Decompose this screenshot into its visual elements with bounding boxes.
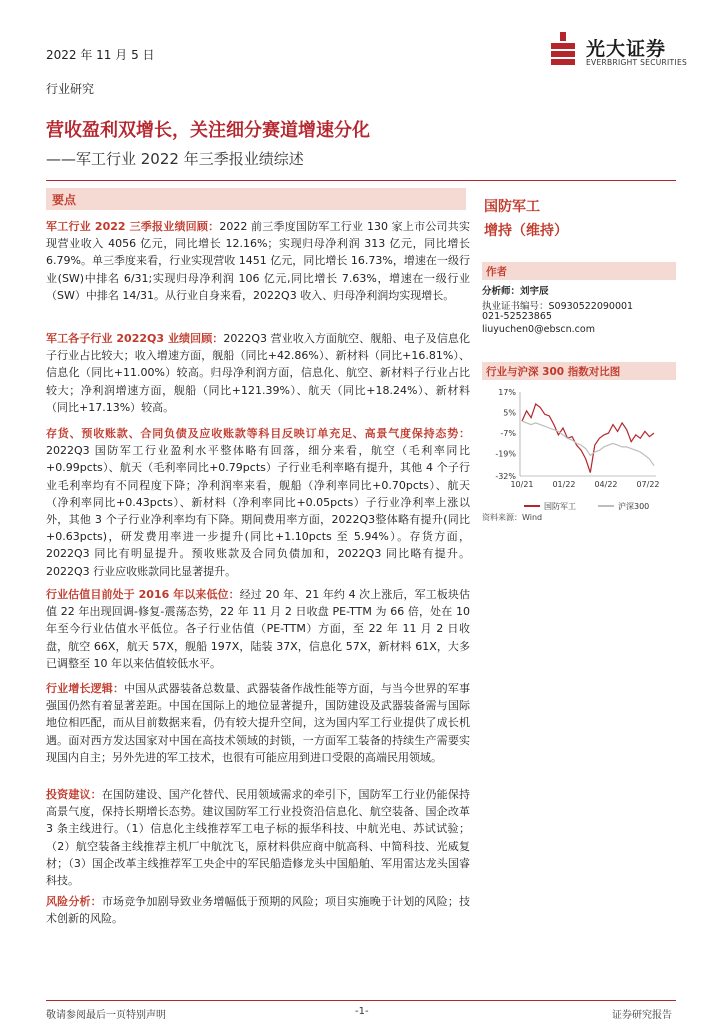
industry-name: 国防军工	[484, 199, 540, 215]
brand-logo	[546, 30, 716, 74]
y-tick-label: -7%	[500, 429, 516, 439]
series-line-hs300	[522, 421, 654, 466]
brand-mark-icon	[546, 30, 582, 70]
analyst-name: 分析师：刘宇辰	[482, 286, 549, 297]
paragraph-3	[46, 425, 470, 580]
x-tick-label: 01/22	[552, 480, 576, 489]
paragraph-text: 2022 前三季度国防军工行业 130 家上市公司共实现营业收入 4056 亿元，同比增长 12.16%；实现归母净利润 313 亿元，同比增长 6.79%。单三季度来看，行业实现营收 1451 亿元，同比增长 16.73%，增速在一级行业(SW)中排名 6/31;实现归母净利润 106 亿元,同比增长 7.63%，增速在一级行业（SW）中排名 14/31。从行业自身来看，2022Q3 收入、归母净利润均实现增长。	[46, 220, 470, 302]
analyst-license: 执业证书编号：S0930522090001	[482, 301, 634, 312]
report-title: 营收盈利双增长，关注细分赛道增速分化	[46, 120, 370, 141]
chart-source: 资料来源：Wind	[482, 513, 543, 522]
x-tick-label: 04/22	[594, 480, 618, 489]
keypoints-header	[46, 188, 466, 210]
analyst-phone: 021-52523865	[482, 311, 552, 322]
paragraph-6	[46, 786, 470, 889]
paragraph-2	[46, 330, 470, 416]
chart-canvas	[480, 384, 676, 526]
author-header	[482, 262, 676, 280]
paragraph-5	[46, 680, 470, 766]
paragraph-lead: 军工各子行业 2022Q3 业绩回顾：	[46, 332, 224, 345]
paragraph-lead: 行业增长逻辑：	[46, 682, 125, 695]
author-label: 作者	[486, 266, 507, 278]
paragraph-text: 经过 20 年、21 年约 4 次上涨后，军工板块估值 22 年出现回调-修复-震荡态势，22 年 11 月 2 日收盘 PE-TTM 为 66 倍，处在 10 年至今行业估值水平低位。各子行业估值（PE-TTM）方面，至 22 年 11 月 2 日收盘，航空 66X，航天 57X，舰船 197X，陆装 37X，信息化 57X，新材料 61X，大多已调整至 10 年以来估值较低水平。	[46, 588, 470, 670]
page-number: -1-	[355, 1006, 369, 1017]
paragraph-4	[46, 586, 470, 672]
paragraph-lead: 行业估值目前处于 2016 年以来低位：	[46, 588, 240, 601]
footer-disclaimer: 敬请参阅最后一页特别声明	[46, 1010, 166, 1021]
paragraph-lead: 投资建议：	[46, 788, 102, 801]
y-tick-label: 17%	[498, 388, 516, 397]
paragraph-text: 市场竞争加剧导致业务增幅低于预期的风险；项目实施晚于计划的风险；技术创新的风险。	[46, 895, 470, 926]
paragraph-lead: 风险分析：	[46, 895, 102, 908]
footer-doc-type: 证券研究报告	[612, 1010, 672, 1021]
report-subtitle: ——军工行业 2022 年三季报业绩综述	[46, 150, 304, 168]
keypoints-label: 要点	[52, 193, 77, 207]
report-type: 行业研究	[46, 82, 95, 96]
paragraph-lead: 存货、预收账款、合同负债及应收账款等科目反映订单充足、高景气度保持态势：	[46, 427, 470, 440]
title-divider	[46, 180, 676, 181]
paragraph-text: 2022Q3 营业收入方面航空、舰船、电子及信息化子行业占比较大；收入增速方面，舰船（同比+42.86%）、新材料（同比+16.81%）、信息化（同比+11.00%）较高。归母净利润方面，信息化、航空、新材料子行业占比较大；净利润增速方面，舰船（同比+121.39%）、航天（同比+18.24%）、新材料（同比+17.13%）较高。	[46, 332, 470, 414]
paragraph-text: 2022Q3 国防军工行业盈利水平整体略有回落，细分来看，航空（毛利率同比+0.99pcts）、航天（毛利率同比+0.79pcts）子行业毛利率略有提升，其他 4 个子行业毛利率均有不同程度下降；净利润率来看，舰船（净利率同比+0.70pcts）、航天（净利率同比+0.43pcts）、新材料（净利率同比+0.05pcts）子行业净利率上涨以外，其他 3 个子行业净利率均有下降。期间费用率方面，2022Q3整体略有提升(同比+0.63pcts)，研发费用率进一步提升(同比+1.10pcts 至 5.94%）。存货方面，2022Q3 同比有明显提升。预收账款及合同负债加和，2022Q3 同比略有提升。2022Q3 行业应收账款同比显著提升。	[46, 444, 470, 578]
chart-header	[482, 362, 676, 380]
paragraph-lead: 军工行业 2022 三季报业绩回顾：	[46, 220, 220, 233]
y-tick-label: 5%	[503, 408, 516, 418]
legend-label: 沪深300	[618, 502, 650, 511]
report-date: 2022 年 11 月 5 日	[46, 48, 155, 62]
footer-divider	[46, 1000, 676, 1001]
paragraph-1	[46, 218, 470, 304]
industry-rating: 增持（维持）	[484, 223, 568, 239]
legend-label: 国防军工	[544, 502, 576, 511]
paragraph-7	[46, 893, 470, 927]
brand-name: 光大证券	[586, 38, 667, 60]
y-tick-label: -19%	[495, 449, 516, 459]
comparison-chart	[480, 384, 676, 526]
paragraph-text: 中国从武器装备总数量、武器装备作战性能等方面，与当今世界的军事强国仍然有着显著差距。中国在国际上的地位显著提升，国防建设及武器装备需与国际地位相匹配，而从目前数据来看，仍有较大提升空间，这为国内军工行业提供了成长机遇。面对西方发达国家对中国在高技术领域的封锁，一方面军工装备的持续生产需要实现国内自主；另外先进的军工技术，也很有可能应用到进口受限的高端民用领域。	[46, 682, 471, 764]
paragraph-text: 在国防建设、国产化替代、民用领域需求的牵引下，国防军工行业仍能保持高景气度，保持长期增长态势。建议国防军工行业投资沿信息化、航空装备、国企改革 3 条主线进行。（1）信息化主线推荐军工电子标的振华科技、中航光电、苏试试验；（2）航空装备主线推荐主机厂中航沈飞，原材料供应商中航高科、中简科技、光威复材；（3）国企改革主线推荐军工央企中的军民船造修龙头中国船舶、军用雷达龙头国睿科技。	[46, 788, 470, 888]
y-tick-label: -32%	[495, 472, 516, 481]
x-tick-label: 07/22	[636, 480, 660, 489]
chart-title: 行业与沪深 300 指数对比图	[486, 366, 621, 378]
brand-name-en: EVERBRIGHT SECURITIES	[586, 58, 688, 67]
series-line-defense	[522, 404, 654, 473]
analyst-email[interactable]: liuyuchen0@ebscn.com	[482, 324, 595, 335]
x-tick-label: 10/21	[510, 480, 534, 489]
